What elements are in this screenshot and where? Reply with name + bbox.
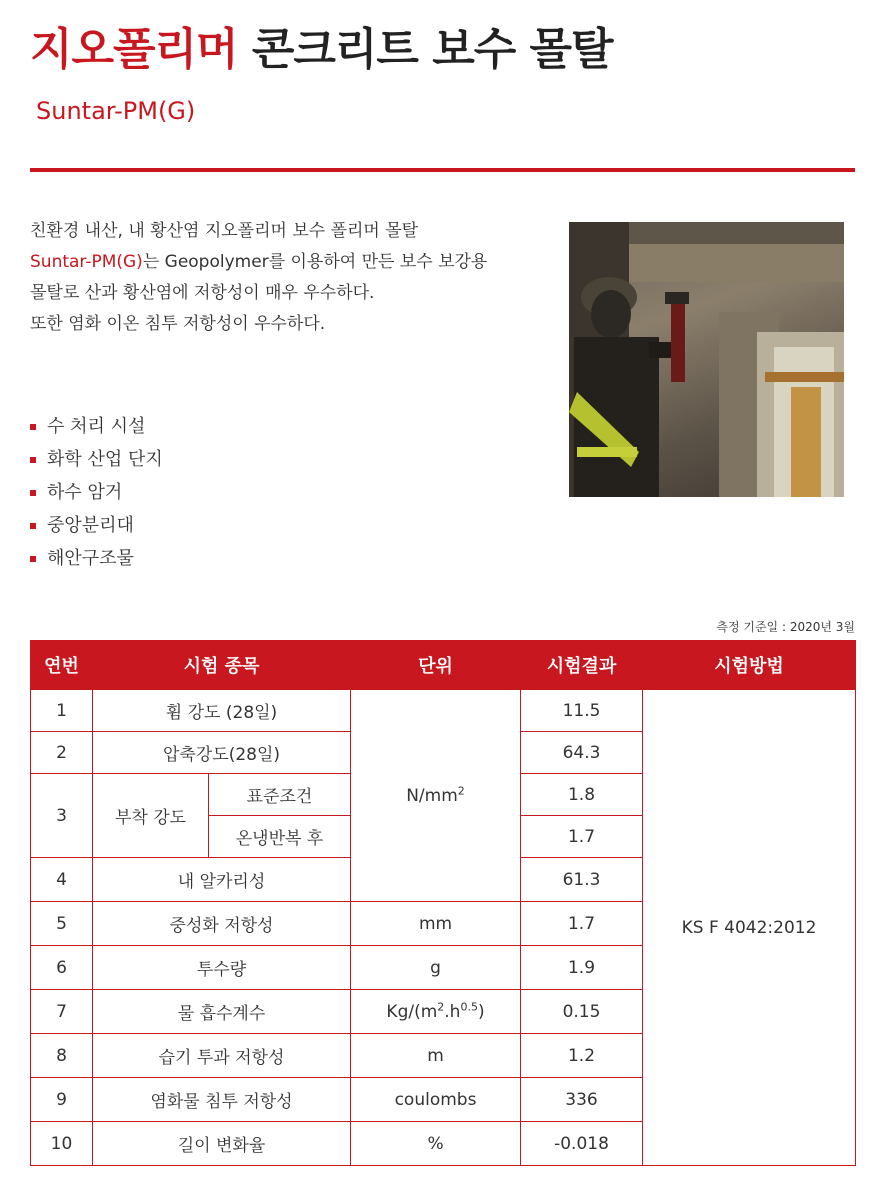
row-unit: coulombs xyxy=(351,1078,521,1122)
intro-line-1: 친환경 내산, 내 황산염 지오폴리머 보수 폴리머 몰탈 xyxy=(30,221,419,241)
row-item: 내 알카리성 xyxy=(93,858,351,902)
row-result: 0.15 xyxy=(521,990,643,1034)
row-no: 4 xyxy=(31,858,93,902)
header-unit: 단위 xyxy=(351,641,521,690)
intro-text xyxy=(30,216,560,340)
row-result: 11.5 xyxy=(521,690,643,732)
intro-line-4: 또한 염화 이온 침투 저항성이 우수하다. xyxy=(30,314,326,334)
row-no: 5 xyxy=(31,902,93,946)
row-result: 336 xyxy=(521,1078,643,1122)
row-result: 1.9 xyxy=(521,946,643,990)
row-no: 2 xyxy=(31,732,93,774)
application-item: 수 처리 시설 xyxy=(30,410,163,443)
row-item: 길이 변화율 xyxy=(93,1122,351,1166)
bullet-icon xyxy=(30,457,36,463)
row-no: 8 xyxy=(31,1034,93,1078)
application-item: 해안구조물 xyxy=(30,542,163,575)
bullet-icon xyxy=(30,490,36,496)
spec-table xyxy=(30,640,856,1166)
product-subtitle: Suntar-PM(G) xyxy=(36,97,196,125)
bullet-icon xyxy=(30,523,36,529)
header-item: 시험 종목 xyxy=(93,641,351,690)
row-result: 1.7 xyxy=(521,816,643,858)
test-method-cell: KS F 4042:2012 xyxy=(643,690,856,1166)
row-no: 1 xyxy=(31,690,93,732)
row-result: 1.7 xyxy=(521,902,643,946)
row-item: 휨 강도 (28일) xyxy=(93,690,351,732)
row-result: 64.3 xyxy=(521,732,643,774)
bullet-icon xyxy=(30,424,36,430)
row-no: 10 xyxy=(31,1122,93,1166)
intro-product-name: Suntar-PM(G) xyxy=(30,252,143,272)
row-result: 61.3 xyxy=(521,858,643,902)
row-item: 물 흡수계수 xyxy=(93,990,351,1034)
row-unit: m xyxy=(351,1034,521,1078)
row-unit: $Kg/(m^2.h^{0.5})$ xyxy=(351,990,521,1034)
title-highlight: 지오폴리머 xyxy=(30,24,238,75)
application-item: 중앙분리대 xyxy=(30,509,163,542)
application-item: 화학 산업 단지 xyxy=(30,443,163,476)
table-header-row xyxy=(31,641,856,690)
table-row xyxy=(31,690,856,732)
worker-spraying-photo xyxy=(569,222,844,497)
header-no: 연번 xyxy=(31,641,93,690)
bullet-icon xyxy=(30,556,36,562)
intro-line-2-rest: 는 Geopolymer를 이용하여 만든 보수 보강용 xyxy=(142,252,488,272)
intro-line-3: 몰탈로 산과 황산염에 저항성이 매우 우수하다. xyxy=(30,283,375,303)
row-unit: % xyxy=(351,1122,521,1166)
title-rest: 콘크리트 보수 몰탈 xyxy=(251,24,613,75)
row-subitem: 표준조건 xyxy=(209,774,351,816)
worker-spraying-illustration xyxy=(569,222,844,497)
row-item: 부착 강도 xyxy=(93,774,209,858)
row-result: 1.8 xyxy=(521,774,643,816)
row-no: 7 xyxy=(31,990,93,1034)
row-item: 염화물 침투 저항성 xyxy=(93,1078,351,1122)
row-result: 1.2 xyxy=(521,1034,643,1078)
row-no: 3 xyxy=(31,774,93,858)
application-item: 하수 암거 xyxy=(30,476,163,509)
page-title xyxy=(30,18,613,82)
application-list xyxy=(30,410,163,575)
intro-line-2 xyxy=(30,247,560,278)
row-subitem: 온냉반복 후 xyxy=(209,816,351,858)
title-divider xyxy=(30,168,855,172)
row-no: 6 xyxy=(31,946,93,990)
row-item: 압축강도(28일) xyxy=(93,732,351,774)
header-method: 시험방법 xyxy=(643,641,856,690)
shared-unit-cell: $N/mm^2$ xyxy=(351,690,521,902)
row-unit: g xyxy=(351,946,521,990)
row-item: 습기 투과 저항성 xyxy=(93,1034,351,1078)
header-result: 시험결과 xyxy=(521,641,643,690)
row-unit: mm xyxy=(351,902,521,946)
measurement-date: 측정 기준일 : 2020년 3월 xyxy=(716,620,855,634)
row-no: 9 xyxy=(31,1078,93,1122)
row-item: 중성화 저항성 xyxy=(93,902,351,946)
row-item: 투수량 xyxy=(93,946,351,990)
row-result: -0.018 xyxy=(521,1122,643,1166)
